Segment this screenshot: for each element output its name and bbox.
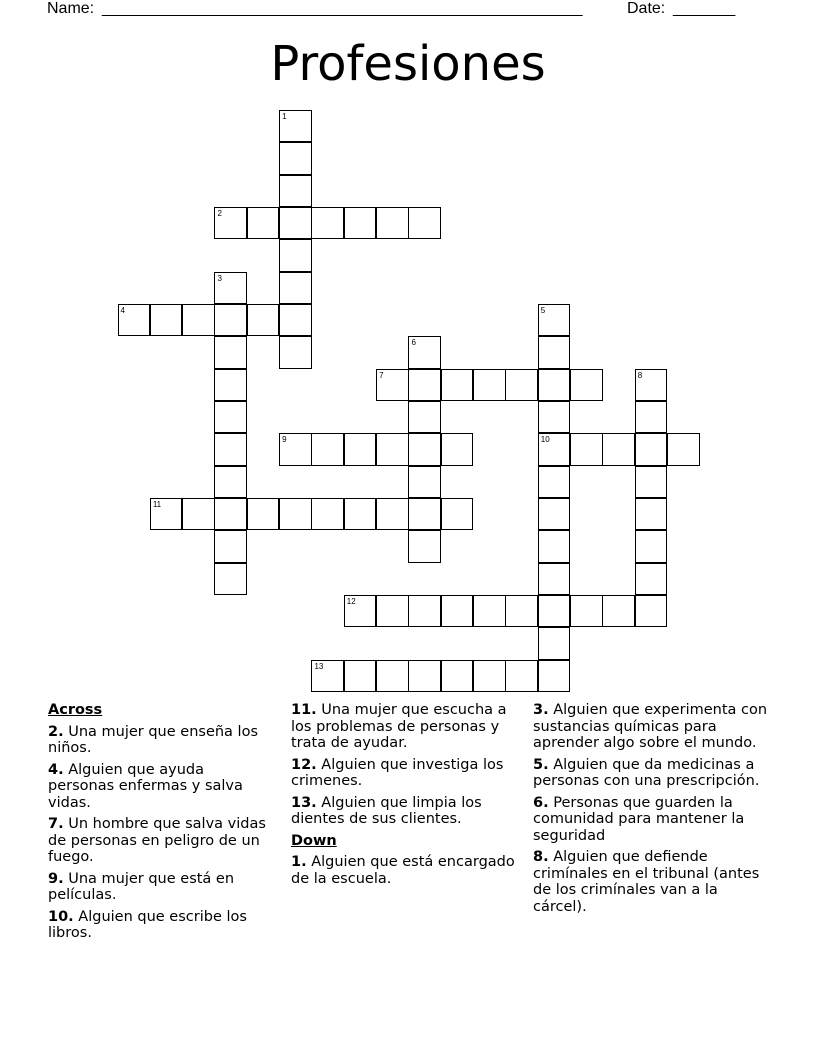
crossword-cell[interactable] — [344, 595, 376, 627]
crossword-cell[interactable] — [279, 304, 311, 336]
clue-text: Alguien que investiga los crimenes. — [291, 756, 504, 789]
crossword-cell[interactable] — [408, 336, 440, 368]
crossword-cell[interactable] — [473, 660, 505, 692]
crossword-cell[interactable] — [376, 595, 408, 627]
crossword-cell[interactable] — [441, 498, 473, 530]
crossword-cell[interactable] — [376, 660, 408, 692]
clue-number: 13. — [291, 794, 317, 811]
crossword-cell[interactable] — [635, 595, 667, 627]
crossword-cell[interactable] — [214, 498, 246, 530]
clue-number-label: 1 — [282, 112, 287, 121]
across-clue — [291, 757, 521, 790]
across-clue — [48, 871, 270, 904]
clues-column-3 — [533, 702, 769, 920]
crossword-cell[interactable] — [279, 142, 311, 174]
clue-number-label: 5 — [540, 305, 546, 315]
crossword-cell[interactable] — [635, 433, 667, 465]
clue-text: Alguien que limpia los dientes de sus clientes. — [291, 794, 482, 827]
crossword-cell[interactable] — [408, 595, 440, 627]
across-clue — [48, 724, 270, 757]
clue-number-label: 2 — [217, 208, 222, 218]
crossword-cell[interactable] — [441, 433, 473, 465]
crossword-cell[interactable] — [182, 498, 214, 530]
clue-number: 3. — [533, 702, 549, 718]
crossword-cell[interactable] — [344, 498, 376, 530]
clue-text: Un hombre que salva vidas de personas en peligro de un fuego. — [48, 816, 266, 865]
crossword-cell[interactable] — [441, 660, 473, 692]
crossword-cell[interactable] — [214, 466, 246, 498]
crossword-cell[interactable] — [538, 401, 570, 433]
clue-number-label: 10 — [540, 435, 550, 445]
clue-number-label: 7 — [379, 370, 384, 380]
crossword-cell[interactable] — [214, 336, 246, 368]
across-clue — [48, 909, 270, 942]
crossword-cell[interactable] — [441, 595, 473, 627]
crossword-cell[interactable] — [538, 563, 570, 595]
across-clue — [291, 795, 521, 828]
crossword-cell[interactable] — [279, 239, 311, 271]
clue-number-label: 6 — [411, 338, 416, 348]
clue-number: 2. — [48, 723, 64, 740]
down-heading: Down — [291, 832, 337, 849]
name-label: Name: — [47, 0, 95, 17]
crossword-cell[interactable] — [214, 401, 246, 433]
clue-number-label: 9 — [282, 435, 287, 445]
down-clue — [533, 795, 769, 845]
crossword-cell[interactable] — [538, 369, 570, 401]
crossword-cell[interactable] — [473, 595, 505, 627]
crossword-cell[interactable] — [214, 369, 246, 401]
clue-number: 8. — [533, 849, 549, 865]
down-clue — [533, 702, 769, 752]
clue-text: Personas que guarden la comunidad para mantener la seguridad — [533, 794, 745, 844]
crossword-cell[interactable] — [408, 401, 440, 433]
crossword-cell[interactable] — [247, 304, 279, 336]
crossword-cell[interactable] — [376, 207, 408, 239]
clue-number-label: 12 — [346, 596, 356, 606]
crossword-cell[interactable] — [408, 530, 440, 562]
crossword-cell[interactable] — [214, 433, 246, 465]
clue-number-label: 3 — [217, 273, 222, 283]
crossword-cell[interactable] — [505, 595, 537, 627]
clue-text: Una mujer que escucha a los problemas de personas y trata de ayudar. — [291, 702, 507, 751]
crossword-cell[interactable] — [279, 336, 311, 368]
crossword-cell[interactable] — [505, 660, 537, 692]
clue-number-label: 13 — [314, 661, 324, 671]
crossword-cell[interactable] — [247, 207, 279, 239]
clue-number: 11. — [291, 702, 317, 718]
crossword-cell[interactable] — [538, 530, 570, 562]
clue-text: Alguien que da medicinas a personas con una prescripción. — [533, 756, 760, 789]
crossword-cell[interactable] — [505, 369, 537, 401]
crossword-cell[interactable] — [344, 660, 376, 692]
crossword-cell[interactable] — [311, 207, 343, 239]
crossword-cell[interactable] — [344, 207, 376, 239]
crossword-cell[interactable] — [279, 175, 311, 207]
crossword-cell[interactable] — [667, 433, 699, 465]
crossword-cell[interactable] — [118, 304, 150, 336]
crossword-cell[interactable] — [408, 498, 440, 530]
clue-text: Alguien que defiende crimínales en el tribunal (antes de los crimínales van a la cárcel). — [533, 849, 760, 915]
clue-number: 5. — [533, 756, 549, 773]
crossword-cell[interactable] — [538, 595, 570, 627]
crossword-cell[interactable] — [570, 369, 602, 401]
clue-text: Alguien que ayuda personas enfermas y salva vidas. — [48, 761, 243, 811]
crossword-cell[interactable] — [570, 595, 602, 627]
crossword-cell[interactable] — [635, 530, 667, 562]
crossword-cell[interactable] — [376, 369, 408, 401]
down-clue — [291, 854, 521, 887]
clue-text: Una mujer que está en películas. — [48, 870, 235, 903]
date-blank[interactable]: _______ — [673, 0, 736, 17]
clue-number-label: 4 — [120, 305, 125, 315]
crossword-cell[interactable] — [538, 304, 570, 336]
crossword-cell[interactable] — [602, 595, 634, 627]
down-clue — [533, 757, 769, 790]
clue-number: 4. — [48, 761, 64, 778]
crossword-cell[interactable] — [408, 369, 440, 401]
crossword-cell[interactable] — [279, 433, 311, 465]
clue-number: 6. — [533, 794, 549, 811]
clues-column-2 — [291, 702, 521, 892]
clue-text: Alguien que escribe los libros. — [48, 908, 247, 941]
crossword-cell[interactable] — [376, 433, 408, 465]
clue-number: 7. — [48, 816, 64, 832]
crossword-cell[interactable] — [214, 272, 246, 304]
clue-number: 1. — [291, 854, 307, 870]
crossword-cell[interactable] — [538, 498, 570, 530]
crossword-cell[interactable] — [279, 272, 311, 304]
crossword-cell[interactable] — [408, 207, 440, 239]
clue-text: Alguien que experimenta con sustancias químicas para aprender algo sobre el mundo. — [533, 702, 768, 751]
crossword-cell[interactable] — [570, 433, 602, 465]
crossword-cell[interactable] — [408, 660, 440, 692]
crossword-cell[interactable] — [214, 530, 246, 562]
crossword-cell[interactable] — [279, 207, 311, 239]
crossword-cell[interactable] — [635, 369, 667, 401]
across-clue — [291, 702, 521, 752]
crossword-cell[interactable] — [538, 466, 570, 498]
clues-column-1 — [48, 702, 270, 947]
crossword-cell[interactable] — [150, 304, 182, 336]
crossword-cell[interactable] — [408, 433, 440, 465]
crossword-cell[interactable] — [279, 498, 311, 530]
crossword-cell[interactable] — [214, 304, 246, 336]
page-title: Profesiones — [270, 36, 546, 92]
crossword-cell[interactable] — [635, 466, 667, 498]
clue-text: Alguien que está encargado de la escuela. — [291, 854, 515, 887]
crossword-cell[interactable] — [538, 336, 570, 368]
down-clue — [533, 849, 769, 915]
crossword-cell[interactable] — [214, 207, 246, 239]
crossword-cell[interactable] — [441, 369, 473, 401]
clue-number: 12. — [291, 756, 317, 773]
crossword-cell[interactable] — [311, 660, 343, 692]
crossword-cell[interactable] — [311, 433, 343, 465]
crossword-cell[interactable] — [408, 466, 440, 498]
date-label: Date: — [627, 0, 666, 17]
across-clue — [48, 762, 270, 812]
clue-text: Una mujer que enseña los niños. — [48, 723, 259, 756]
clue-number: 9. — [48, 870, 64, 887]
crossword-cell[interactable] — [635, 401, 667, 433]
crossword-cell[interactable] — [150, 498, 182, 530]
clue-number: 10. — [48, 908, 74, 925]
clue-number-label: 8 — [637, 370, 643, 380]
across-heading: Across — [48, 702, 103, 718]
crossword-cell[interactable] — [602, 433, 634, 465]
crossword-cell[interactable] — [344, 433, 376, 465]
crossword-cell[interactable] — [247, 498, 279, 530]
crossword-cell[interactable] — [538, 433, 570, 465]
crossword-cell[interactable] — [279, 110, 311, 142]
crossword-cell[interactable] — [635, 563, 667, 595]
crossword-cell[interactable] — [182, 304, 214, 336]
across-clue — [48, 816, 270, 866]
clue-number-label: 11 — [152, 499, 162, 509]
crossword-cell[interactable] — [538, 627, 570, 659]
name-blank[interactable]: ______________________________________________________ — [102, 0, 583, 17]
crossword-cell[interactable] — [376, 498, 408, 530]
crossword-cell[interactable] — [311, 498, 343, 530]
crossword-cell[interactable] — [473, 369, 505, 401]
crossword-cell[interactable] — [538, 660, 570, 692]
crossword-cell[interactable] — [635, 498, 667, 530]
crossword-cell[interactable] — [214, 563, 246, 595]
